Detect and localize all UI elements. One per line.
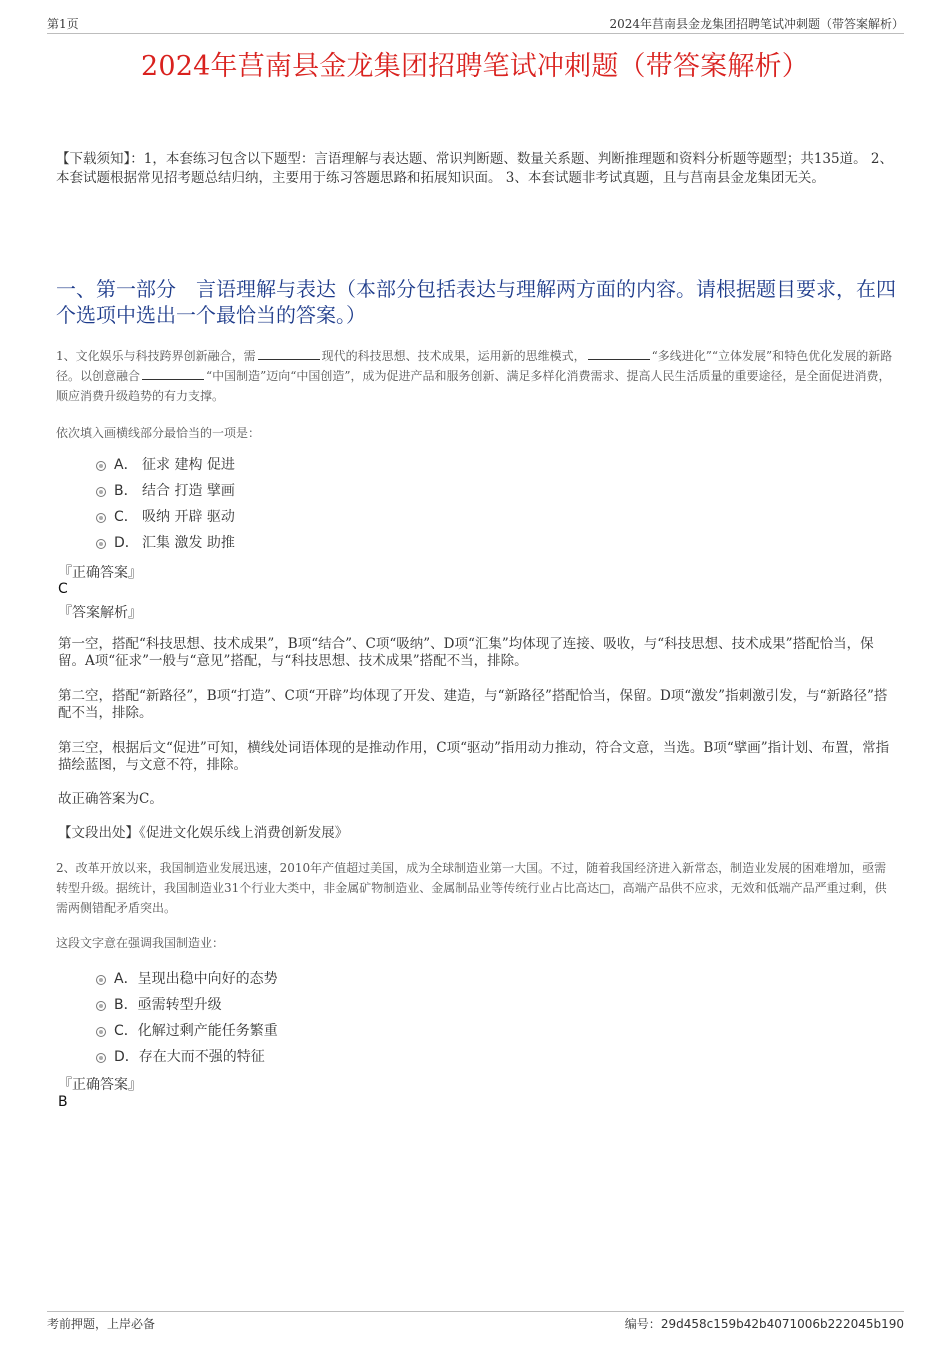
document-id	[625, 1315, 904, 1332]
option-text: 吸纳 开辟 驱动	[142, 509, 235, 525]
analysis-label: 『答案解析』	[58, 605, 142, 621]
option-b[interactable]	[96, 478, 235, 504]
option-a[interactable]	[96, 966, 278, 992]
radio-icon[interactable]	[96, 513, 106, 523]
source-citation: 【文段出处】《促进文化娱乐线上消费创新发展》	[58, 825, 349, 841]
option-text: 征求 建构 促进	[142, 457, 235, 473]
option-letter: A．	[114, 971, 138, 987]
question-2-text: 2、改革开放以来，我国制造业发展迅速，2010年产值超过美国，成为全球制造业第一大国。不过，随着我国经济进入新常态，制造业发展的困难增加，亟需转型升级。据统计，我国制造业31个行业大类中，非金属矿物制造业、金属制品业等传统行业占比高达□，高端产品供不应求，无效和低端产品严重过剩，供需两侧错配矛盾突出。	[56, 861, 887, 915]
page-footer	[47, 1311, 904, 1336]
option-letter: A．	[114, 457, 138, 473]
question-1-text	[56, 346, 898, 406]
fill-blank	[588, 348, 650, 360]
section-heading: 一、第一部分 言语理解与表达（本部分包括表达与理解两方面的内容。请根据题目要求，在四个选项中选出一个最恰当的答案。）	[56, 277, 896, 327]
page-number: 第1页	[47, 17, 79, 31]
q1-text-part: 现代的科技思想、技术成果，运用新的思维模式，	[321, 349, 586, 363]
option-text: 存在大而不强的特征	[138, 1049, 265, 1065]
option-c[interactable]	[96, 504, 235, 530]
q1-text-part: “多线进化”“立体发展”和特色优化发展的新路径。以创意融合	[56, 349, 893, 383]
option-a[interactable]	[96, 452, 235, 478]
fill-blank	[258, 348, 320, 360]
header-doc-title: 2024年莒南县金龙集团招聘笔试冲刺题（带答案解析）	[609, 17, 904, 31]
option-letter: B．	[114, 997, 138, 1013]
radio-icon[interactable]	[96, 539, 106, 549]
footer-slogan: 考前押题，上岸必备	[47, 1317, 156, 1331]
option-letter: C．	[114, 509, 138, 525]
option-text: 呈现出稳中向好的态势	[137, 971, 278, 987]
q1-text-part: 1、文化娱乐与科技跨界创新融合，需	[56, 349, 256, 363]
option-text: 亟需转型升级	[137, 997, 222, 1013]
radio-icon[interactable]	[96, 1053, 106, 1063]
id-label: 编号：	[624, 1317, 661, 1331]
fill-blank	[142, 368, 204, 380]
option-letter: D．	[114, 535, 139, 551]
analysis-conclusion: 故正确答案为C。	[58, 791, 163, 807]
download-notice: 【下载须知】：1，本套练习包含以下题型：言语理解与表达题、常识判断题、数量关系题、判断推理题和资料分析题等题型；共135道。 2、本套试题根据常见招考题总结归纳，主要用于练习答题思路和拓展知识面。 3、本套试题非考试真题，且与莒南县金龙集团无关。	[56, 151, 893, 186]
option-b[interactable]	[96, 992, 278, 1018]
option-text: 结合 打造 擘画	[142, 483, 235, 499]
answer-label: 『正确答案』	[58, 565, 142, 581]
answer-value: C	[58, 581, 68, 597]
q1-text-part: “中国制造”迈向“中国创造”，成为促进产品和服务创新、满足多样化消费需求、提高人民生活质量的重要途径，是全面促进消费，顺应消费升级趋势的有力支撑。	[56, 369, 891, 403]
radio-icon[interactable]	[96, 975, 106, 985]
option-d[interactable]	[96, 530, 235, 556]
question-2-options	[96, 966, 278, 1070]
question-2-prompt: 这段文字意在强调我国制造业：	[56, 936, 225, 950]
analysis-paragraph: 第三空，根据后文“促进”可知，横线处词语体现的是推动作用，C项“驱动”指用动力推动，符合文意，当选。B项“擘画”指计划、布置，常指描绘蓝图，与文意不符，排除。	[58, 740, 890, 773]
page-header	[47, 15, 904, 34]
option-letter: B．	[114, 483, 138, 499]
question-1-options	[96, 452, 235, 556]
option-text: 化解过剩产能任务繁重	[137, 1023, 278, 1039]
id-value: 29d458c159b42b4071006b222045b190	[660, 1317, 904, 1331]
radio-icon[interactable]	[96, 461, 106, 471]
option-c[interactable]	[96, 1018, 278, 1044]
option-text: 汇集 激发 助推	[142, 535, 235, 551]
radio-icon[interactable]	[96, 1001, 106, 1011]
analysis-paragraph: 第一空，搭配“科技思想、技术成果”，B项“结合”、C项“吸纳”、D项“汇集”均体现了连接、吸收，与“科技思想、技术成果”搭配恰当，保留。A项“征求”一般与“意见”搭配，与“科技思想、技术成果”搭配不当，排除。	[58, 636, 874, 669]
option-letter: D．	[114, 1049, 139, 1065]
radio-icon[interactable]	[96, 487, 106, 497]
option-letter: C．	[114, 1023, 138, 1039]
option-d[interactable]	[96, 1044, 278, 1070]
analysis-paragraph: 第二空，搭配“新路径”，B项“打造”、C项“开辟”均体现了开发、建造，与“新路径”搭配恰当，保留。D项“激发”指刺激引发，与“新路径”搭配不当，排除。	[58, 688, 888, 721]
page-title: 2024年莒南县金龙集团招聘笔试冲刺题（带答案解析）	[141, 51, 809, 82]
question-1-prompt: 依次填入画横线部分最恰当的一项是：	[56, 426, 261, 440]
answer-label: 『正确答案』	[58, 1077, 142, 1093]
answer-value: B	[58, 1094, 68, 1110]
radio-icon[interactable]	[96, 1027, 106, 1037]
